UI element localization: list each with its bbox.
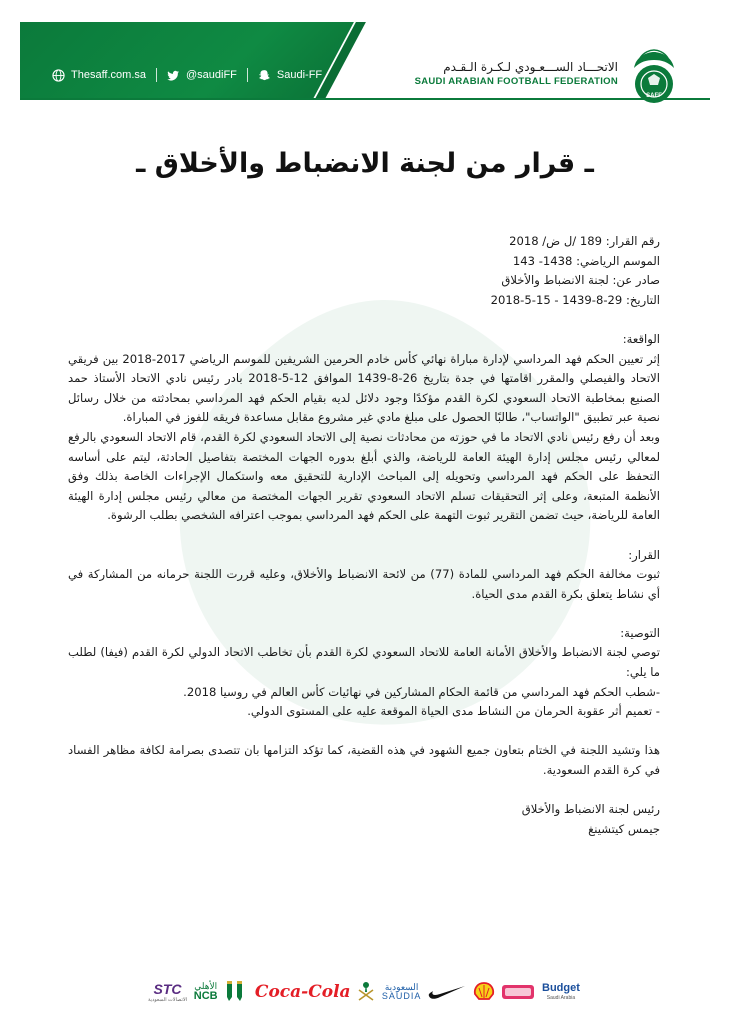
budget-logo: Budget Saudi Arabia [542, 982, 580, 1001]
cocacola-logo: Coca-Cola [254, 981, 351, 1002]
saudi-emblem-icon [357, 980, 375, 1004]
recommendation-item: - تعميم أثر عقوبة الحرمان من النشاط مدى الحياة الموقعة عليه على المستوى الدولي. [247, 704, 660, 719]
signature-title: رئيس لجنة الانضباط والأخلاق [521, 802, 660, 817]
issued-by: صادر عن: لجنة الانضباط والأخلاق [501, 273, 660, 288]
decision-heading: القرار: [628, 547, 660, 562]
snapchat-handle[interactable]: Saudi-FF [276, 69, 323, 81]
facts-paragraph-2: وبعد أن رفع رئيس نادي الاتحاد ما في حوزته من محادثات نصية إلى الاتحاد السعودي لكرة القدم، قام الاتحاد السعودي بالرفع لمعالي رئيس مجلس إدارة الهيئة العامة للرياضة، والذي أبلغ بدوره الجهات المختصة بتفاصيل الحادثة، ليتم على أساسه التحفظ على الحكم فهد المرداسي وتحويله إلى المباحث الإدارية للتحقيق معه واستكمال الإجراءات الخاصة بذلك وفق الأنظمة المتبعة، وعلى إثر التحقيقات تسلم الاتحاد السعودي تقرير الجهات المختصة من معالي رئيس مجلس إدارة الهيئة العامة للرياضة، حيث تضمن التقرير ثبوت التهمة على الحكم فهد المرداسي بموجب اعترافه الشخصي بطلب الرشوة. [68, 429, 660, 523]
baskin-logo-icon [501, 981, 535, 1003]
saff-logo-icon [626, 48, 682, 106]
decision-date: التاريخ: 29-8-1439 - 15-5-2018 [490, 292, 660, 307]
closing-paragraph: هذا وتشيد اللجنة في الختام بتعاون جميع الشهود في هذه القضية، كما تؤكد التزامها بان تتصدى بصرامة لكافة مظاهر الفساد في كرة القدم السعودية. [68, 743, 660, 778]
letterhead [20, 22, 710, 100]
sponsor-logos [148, 975, 580, 1009]
gloves-icon [224, 979, 248, 1005]
website-link[interactable]: Thesaff.com.sa [71, 69, 146, 81]
recommendation-heading: التوصية: [620, 625, 660, 640]
document-title: ـ قرار من لجنة الانضباط والأخلاق ـ [136, 148, 594, 179]
sports-season: الموسم الرياضي: 1438- 143 [512, 253, 660, 268]
letterhead-green-band [20, 22, 370, 100]
decision-number: رقم القرار: 189 /ل ض/ 2018 [509, 234, 660, 248]
saudia-logo: السعودية SAUDIA [381, 982, 422, 1001]
signature-name: جيمس كيتشينغ [588, 821, 660, 836]
decision-body [68, 232, 660, 839]
snapchat-icon [258, 69, 271, 82]
decision-paragraph: ثبوت مخالفة الحكم فهد المرداسي للمادة (77) من لائحة الانضباط والأخلاق، وعليه قررت اللجنة حرمانه من المشاركة في أي نشاط يتعلق بكرة القدم مدى الحياة. [68, 567, 660, 601]
globe-icon [52, 69, 65, 82]
facts-paragraph-1: إثر تعيين الحكم فهد المرداسي لإدارة مباراة نهائي كأس خادم الحرمين الشريفين للموسم الرياضي 2017-2018 بين فريقي الاتحاد والفيصلي والمقرر اقامتها في جدة بتاريخ 26-8-1439 الموافق 12-5-2018 بادر رئيس نادي الاتحاد الأستاذ حمد الصنيع بمخاطبة الاتحاد السعودي لكرة القدم مؤكدًا وجود دلائل لديه بقيام الحكم فهد المرداسي بمحادثته من خلال رسائل نصية عبر تطبيق "الواتساب"، طالبًا الحصول على مبلغ مادي غير مشروع مقابل مساعدة فريقه للفوز في المباراة. [68, 351, 661, 425]
ncb-logo: الأهلي NCB [193, 981, 218, 1002]
twitter-handle[interactable]: @saudiFF [186, 69, 237, 81]
shell-icon [473, 981, 495, 1003]
facts-heading: الواقعة: [622, 331, 660, 346]
stc-logo: STC الاتصالات السعودية [148, 980, 188, 1003]
svg-text:SAFF: SAFF [646, 93, 662, 99]
recommendation-item: -شطب الحكم فهد المرداسي من قائمة الحكام المشاركين في نهائيات كأس العالم في روسيا 2018. [183, 684, 660, 699]
federation-name-arabic: الاتحـــاد الســـعـودي لـكـرة الـقـدم [443, 60, 618, 74]
twitter-icon [167, 69, 180, 82]
federation-name-english: SAUDI ARABIAN FOOTBALL FEDERATION [414, 76, 618, 87]
social-links [52, 68, 322, 82]
federation-name [415, 60, 618, 87]
recommendation-intro: توصي لجنة الانضباط والأخلاق الأمانة العامة للاتحاد السعودي لكرة القدم بأن تخاطب الاتحاد الدولي لكرة القدم (فيفا) لطلب ما يلي: [68, 645, 660, 680]
nike-swoosh-icon [428, 984, 466, 1000]
